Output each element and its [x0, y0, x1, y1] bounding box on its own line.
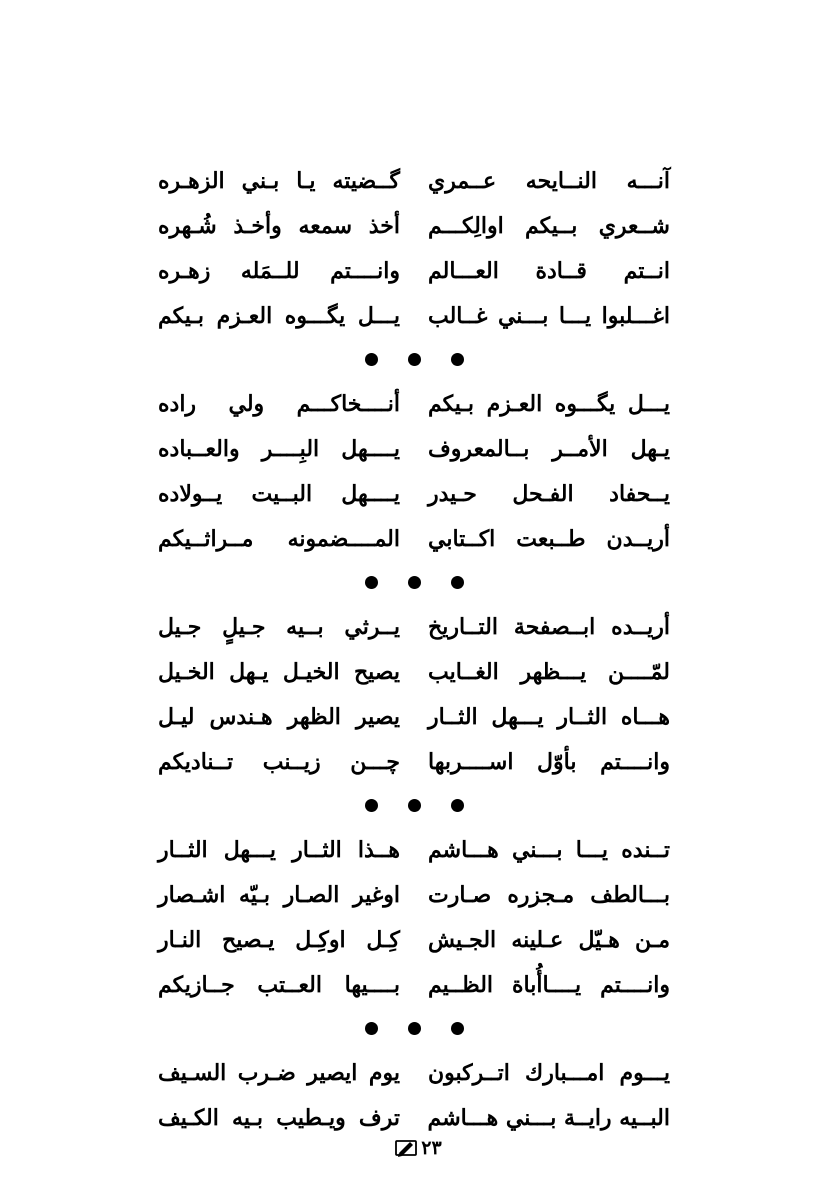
first-hemistich: تــنده يـــا بـــني هـــاشم [428, 836, 670, 863]
second-hemistich: يصير الظهر هـندس ليـل [158, 703, 400, 730]
verse-row [158, 158, 670, 203]
separator-dot-icon [408, 1022, 421, 1035]
second-hemistich: أخذ سمعه وأخـذ شُـهره [158, 212, 400, 239]
separator-dot-icon [365, 576, 378, 589]
first-hemistich: يــحفاد الفـحل حـيدر [428, 480, 670, 507]
second-hemistich: يـــل يگـــوه العـزم بـيكم [158, 302, 400, 329]
stanza-separator [158, 561, 670, 604]
first-hemistich: انــتم قــادة العـــالم [428, 257, 670, 284]
first-hemistich: آنـــه النــايحه عــمري [428, 167, 670, 194]
second-hemistich: المــــضمونه مــراثــيكم [158, 525, 400, 552]
verse-row [158, 604, 670, 649]
verse-row [158, 516, 670, 561]
verse-row [158, 1095, 670, 1140]
first-hemistich: وانــــتم بأوّل اســــربها [428, 748, 670, 775]
verse-row [158, 739, 670, 784]
pen-icon [394, 1138, 418, 1158]
first-hemistich: أريــدن طــبعت اكــتابي [428, 525, 670, 552]
first-hemistich: هـــاه الثــار يـــهل الثــار [428, 703, 670, 730]
verse-row [158, 203, 670, 248]
first-hemistich: يـــوم امـــبارك اتــركبون [428, 1059, 670, 1086]
second-hemistich: ترف ويـطيب بـيه الكـيف [158, 1104, 400, 1131]
second-hemistich: گــضيته يـا بـني الزهـره [158, 167, 400, 194]
separator-dot-icon [408, 576, 421, 589]
verse-row [158, 694, 670, 739]
second-hemistich: يــــهل البــيت يــولاده [158, 480, 400, 507]
separator-dot-icon [365, 1022, 378, 1035]
first-hemistich: أريــده ابــصفحة التــاريخ [428, 613, 670, 640]
first-hemistich: لمّــــن يـــظهر الغــايب [428, 658, 670, 685]
separator-dot-icon [408, 353, 421, 366]
verse-row [158, 827, 670, 872]
second-hemistich: كِـل اوكِـل يـصيح النـار [158, 926, 400, 953]
verse-row [158, 381, 670, 426]
verse-row [158, 426, 670, 471]
second-hemistich: بــــيها العــتب جــازيكم [158, 971, 400, 998]
separator-dot-icon [451, 576, 464, 589]
first-hemistich: بـــالطف مـجزره صـارت [428, 881, 670, 908]
separator-dot-icon [451, 1022, 464, 1035]
second-hemistich: هــذا الثــار يـــهل الثــار [158, 836, 400, 863]
second-hemistich: چـــن زيــنب تــناديكم [158, 748, 400, 775]
verse-row [158, 917, 670, 962]
verse-row [158, 471, 670, 516]
stanza-separator [158, 1007, 670, 1050]
second-hemistich: وانــــتم للــمَله زهـره [158, 257, 400, 284]
first-hemistich: يـــل يگـــوه العـزم بـيكم [428, 390, 670, 417]
first-hemistich: اغـــلبوا يـــا بـــني غــالب [428, 302, 670, 329]
stanza-separator [158, 338, 670, 381]
verse-row [158, 962, 670, 1007]
verse-row [158, 1050, 670, 1095]
first-hemistich: شــعري بــيكم اوالِكـــم [428, 212, 670, 239]
verse-row [158, 649, 670, 694]
separator-dot-icon [365, 353, 378, 366]
first-hemistich: البــيه رايــة بـــني هـــاشم [427, 1104, 670, 1131]
second-hemistich: يــرثي بــيه جـيلٍ جـيل [158, 613, 400, 640]
stanza-separator [158, 784, 670, 827]
verse-row [158, 872, 670, 917]
page-number-block [378, 1136, 458, 1160]
first-hemistich: مـن هـيّل عـلينه الجـيش [428, 926, 670, 953]
separator-dot-icon [451, 799, 464, 812]
first-hemistich: وانــــتم يــــاأُباة الظــيم [428, 971, 670, 998]
second-hemistich: يصيح الخيـل يـهل الخـيل [158, 658, 400, 685]
page-number: ٢٣ [421, 1137, 442, 1159]
separator-dot-icon [408, 799, 421, 812]
separator-dot-icon [451, 353, 464, 366]
separator-dot-icon [365, 799, 378, 812]
second-hemistich: أنــــخاكـــم ولي راده [158, 390, 400, 417]
poem [158, 158, 670, 1140]
second-hemistich: اوغير الصـار بـيّه اشـصار [158, 881, 400, 908]
second-hemistich: يوم ايصير ضـرب السـيف [158, 1059, 400, 1086]
first-hemistich: يـهل الأمــر بــالمعروف [428, 435, 670, 462]
second-hemistich: يــــهل البِــــر والعــباده [158, 435, 400, 462]
verse-row [158, 293, 670, 338]
verse-row [158, 248, 670, 293]
